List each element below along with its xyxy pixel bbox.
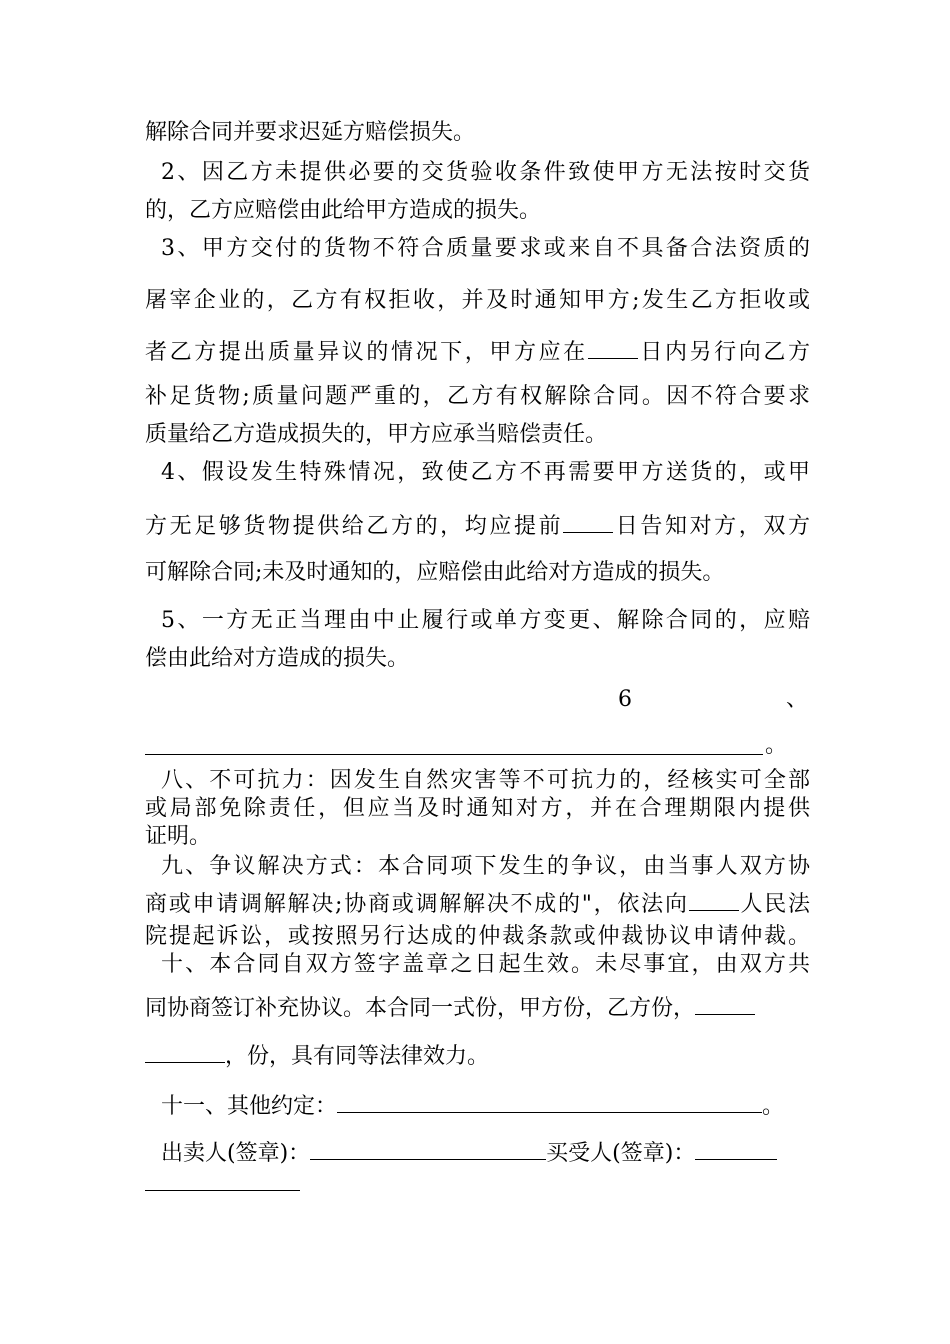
text-segment: ，份，具有同等法律效力。: [225, 1044, 490, 1069]
clause-11-line: [145, 1088, 810, 1122]
paragraph-line: 屠宰企业的，乙方有权拒收，并及时通知甲方;发生乙方拒收或: [145, 288, 810, 313]
fill-blank[interactable]: [145, 1038, 225, 1063]
text-segment: 日内另行向乙方: [637, 340, 810, 365]
paragraph-line: 院提起诉讼，或按照另行达成的仲裁条款或仲裁协议申请仲裁。: [145, 924, 810, 949]
paragraph-line: 解除合同并要求迟延方赔偿损失。: [145, 120, 476, 145]
clause-2-line: 2、因乙方未提供必要的交货验收条件致使甲方无法按时交货: [161, 160, 810, 185]
paragraph-line: [145, 886, 810, 920]
clause-6-number: 6: [618, 687, 632, 712]
signature-line: [145, 1135, 810, 1169]
buyer-signature-blank-continued[interactable]: [145, 1186, 300, 1191]
other-terms-blank[interactable]: [337, 1088, 762, 1113]
paragraph-line: 的，乙方应赔偿由此给甲方造成的损失。: [145, 198, 542, 223]
seller-signature-blank[interactable]: [310, 1135, 546, 1160]
clause-10-line: 十、本合同自双方签字盖章之日起生效。未尽事宜，由双方共: [161, 952, 810, 977]
period-mark: 。: [765, 733, 788, 758]
paragraph-line: 偿由此给对方造成的损失。: [145, 646, 410, 671]
clause-4-line: 4、假设发生特殊情况，致使乙方不再需要甲方送货的，或甲: [161, 460, 810, 485]
paragraph-line: 证明。: [145, 824, 212, 849]
buyer-signature-label: 买受人(签章)：: [546, 1141, 696, 1166]
seller-signature-label: 出卖人(签章)：: [161, 1141, 311, 1166]
paragraph-line: 或局部免除责任，但应当及时通知对方，并在合理期限内提供: [145, 796, 810, 821]
fill-blank[interactable]: [689, 886, 739, 911]
fill-blank[interactable]: [695, 990, 755, 1015]
paragraph-line: [145, 990, 810, 1024]
text-segment: 人民法: [738, 892, 810, 917]
fill-blank[interactable]: [563, 508, 613, 533]
clause-9-line: 九、争议解决方式：本合同项下发生的争议，由当事人双方协: [161, 854, 810, 879]
clause-8-line: 八、不可抗力：因发生自然灾害等不可抗力的，经核实可全部: [161, 768, 810, 793]
paragraph-line: [145, 508, 810, 542]
text-segment: 者乙方提出质量异议的情况下，甲方应在: [145, 340, 588, 365]
paragraph-line: [145, 334, 810, 368]
clause-3-line: 3、甲方交付的货物不符合质量要求或来自不具备合法资质的: [161, 236, 810, 261]
paragraph-line: 补足货物;质量问题严重的，乙方有权解除合同。因不符合要求: [145, 384, 810, 409]
fill-blank[interactable]: [588, 334, 638, 359]
text-segment: 。: [762, 1094, 785, 1119]
clause-6-separator: 、: [786, 687, 809, 712]
text-segment: 同协商签订补充协议。本合同一式份，甲方份，乙方份，: [145, 996, 696, 1021]
text-segment: 日告知对方，双方: [613, 514, 810, 539]
paragraph-line: 可解除合同;未及时通知的，应赔偿由此给对方造成的损失。: [145, 560, 725, 585]
text-segment: 方无足够货物提供给乙方的，均应提前: [145, 514, 564, 539]
paragraph-line: [145, 1038, 810, 1072]
paragraph-line: 质量给乙方造成损失的，甲方应承当赔偿责任。: [145, 422, 608, 447]
buyer-signature-blank[interactable]: [695, 1135, 777, 1160]
text-segment: 商或申请调解解决;协商或调解解决不成的"，依法向: [145, 892, 689, 917]
text-segment: 十一、其他约定：: [161, 1094, 338, 1119]
clause-5-line: 5、一方无正当理由中止履行或单方变更、解除合同的，应赔: [161, 608, 810, 633]
fill-blank[interactable]: [145, 752, 763, 755]
